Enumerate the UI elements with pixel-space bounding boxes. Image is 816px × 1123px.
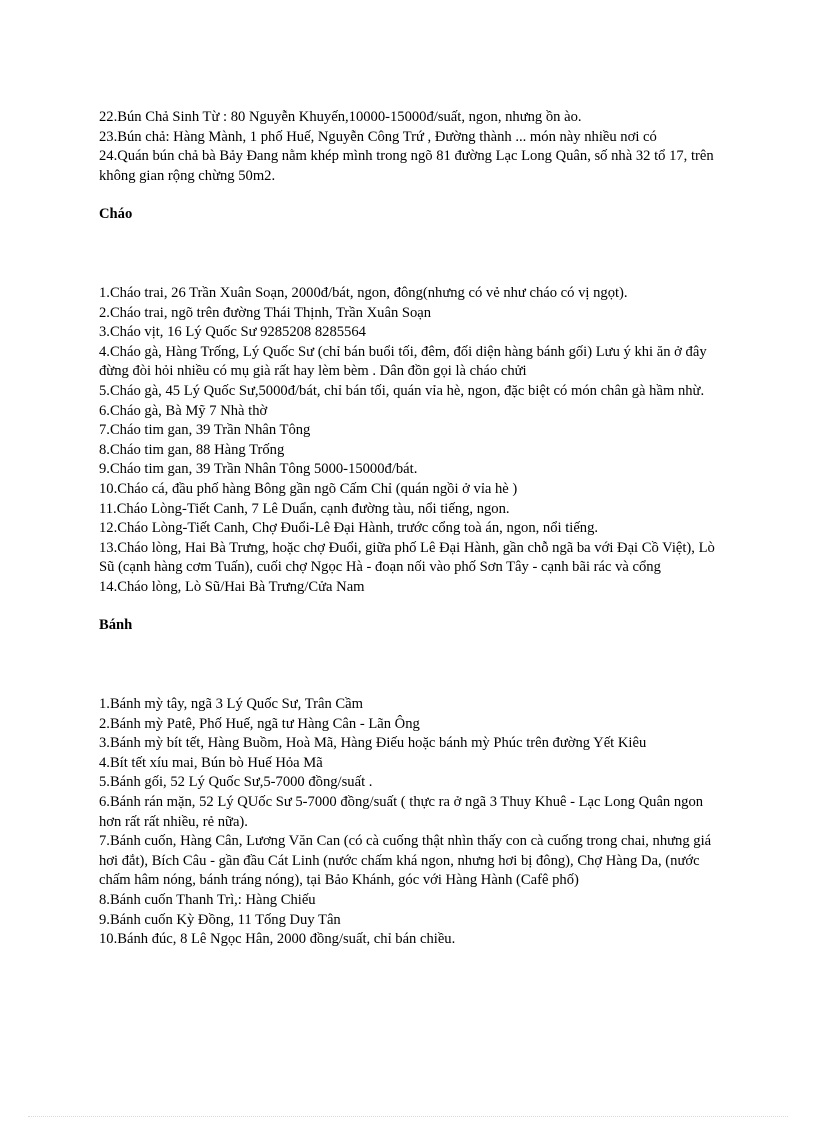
list-item: 2.Cháo trai, ngõ trên đường Thái Thịnh, Trần Xuân Soạn — [99, 304, 432, 321]
document-body — [99, 108, 719, 950]
list-item: 3.Bánh mỳ bít tết, Hàng Buồm, Hoà Mã, Hàng Điếu hoặc bánh mỳ Phúc trên đường Yết Kiêu — [99, 735, 647, 752]
list-item: 14.Cháo lòng, Lò Sũ/Hai Bà Trưng/Cửa Nam — [99, 578, 365, 595]
list-item: 1.Cháo trai, 26 Trần Xuân Soạn, 2000đ/bát, ngon, đông(nhưng có vẻ như cháo có vị ngọt). — [99, 284, 628, 301]
list-item: 3.Cháo vịt, 16 Lý Quốc Sư 9285208 8285564 — [99, 324, 366, 341]
spacer — [99, 597, 719, 616]
list-item: 8.Bánh cuốn Thanh Trì,: Hàng Chiếu — [99, 892, 316, 908]
list-item: 7.Cháo tim gan, 39 Trần Nhân Tông — [99, 422, 311, 439]
section-heading-banh: Bánh — [99, 617, 133, 634]
list-item: 10.Bánh đúc, 8 Lê Ngọc Hân, 2000 đồng/suất, chỉ bán chiều. — [99, 931, 456, 948]
spacer — [99, 186, 719, 205]
intro-line: 23.Bún chả: Hàng Mành, 1 phố Huế, Nguyễn Công Trứ , Đường thành ... món này nhiều nơi có — [99, 128, 657, 145]
list-item: 6.Bánh rán mặn, 52 Lý QUốc Sư 5-7000 đồng/suất ( thực ra ở ngã 3 Thuy Khuê - Lạc Long Quân ngon hơn rất rất nhiều, rẻ nữa). — [99, 794, 704, 830]
intro-line: 24.Quán bún chả bà Bảy Đang nằm khép mình trong ngõ 81 đường Lạc Long Quân, số nhà 32 tổ 17, trên không gian rộng chừng 50m2. — [99, 148, 714, 184]
list-item: 13.Cháo lòng, Hai Bà Trưng, hoặc chợ Đuổi, giữa phố Lê Đại Hành, gần chỗ ngã ba với Đại Cồ Việt), Lò Sũ (cạnh hàng cơm Tuấn), cuối chợ Ngọc Hà - đoạn nối vào phố Sơn Tây - cạnh bãi rác và cổng — [99, 539, 715, 576]
list-item: 12.Cháo Lòng-Tiết Canh, Chợ Đuổi-Lê Đại Hành, trước cổng toà án, ngon, nổi tiếng. — [99, 520, 599, 537]
list-item: 11.Cháo Lòng-Tiết Canh, 7 Lê Duẩn, cạnh đường tàu, nổi tiếng, ngon. — [99, 500, 510, 517]
list-item: 6.Cháo gà, Bà Mỹ 7 Nhà thờ — [99, 402, 268, 419]
list-item: 9.Bánh cuốn Kỳ Đồng, 11 Tống Duy Tân — [99, 911, 341, 928]
list-item: 10.Cháo cá, đầu phố hàng Bông gần ngõ Cấm Chỉ (quán ngồi ở vỉa hè ) — [99, 480, 518, 497]
list-item: 1.Bánh mỳ tây, ngã 3 Lý Quốc Sư, Trân Cầm — [99, 696, 363, 713]
list-item: 4.Bít tết xíu mai, Bún bò Huế Hỏa Mã — [99, 754, 323, 771]
list-item: 5.Bánh gối, 52 Lý Quốc Sư,5-7000 đồng/suất . — [99, 774, 373, 791]
page-bottom-divider — [28, 1116, 788, 1117]
list-item: 5.Cháo gà, 45 Lý Quốc Sư,5000đ/bát, chỉ bán tối, quán vỉa hè, ngon, đặc biệt có món chân gà hầm nhừ. — [99, 382, 705, 399]
intro-line: 22.Bún Chả Sinh Từ : 80 Nguyễn Khuyến,10000-15000đ/suất, ngon, nhưng ồn ào. — [99, 109, 582, 125]
spacer — [99, 636, 719, 695]
list-item: 2.Bánh mỳ Patê, Phố Huế, ngã tư Hàng Cân - Lãn Ông — [99, 715, 420, 732]
spacer — [99, 225, 719, 284]
section-heading-chao: Cháo — [99, 206, 133, 223]
list-item: 4.Cháo gà, Hàng Trống, Lý Quốc Sư (chỉ bán buổi tối, đêm, đối diện hàng bánh gối) Lưu ý khi ăn ở đây đừng đòi hỏi nhiều có mụ già rất hay lèm bèm . Dân đồn gọi là cháo chửi — [99, 343, 707, 380]
list-item: 7.Bánh cuốn, Hàng Cân, Lương Văn Can (có cà cuống thật nhìn thấy con cà cuống trong chai, nhưng giá hơi đắt), Bích Câu - gần đầu Cát Linh (nước chấm khá ngon, nhưng hơi bị đông), Chợ Hàng Da, (nước chấm hâm nóng, bánh tráng nóng), tại Bảo Khánh, góc với Hàng Hành (Cafê phố) — [99, 833, 712, 889]
list-item: 8.Cháo tim gan, 88 Hàng Trống — [99, 441, 285, 458]
list-item: 9.Cháo tim gan, 39 Trần Nhân Tông 5000-15000đ/bát. — [99, 461, 418, 478]
